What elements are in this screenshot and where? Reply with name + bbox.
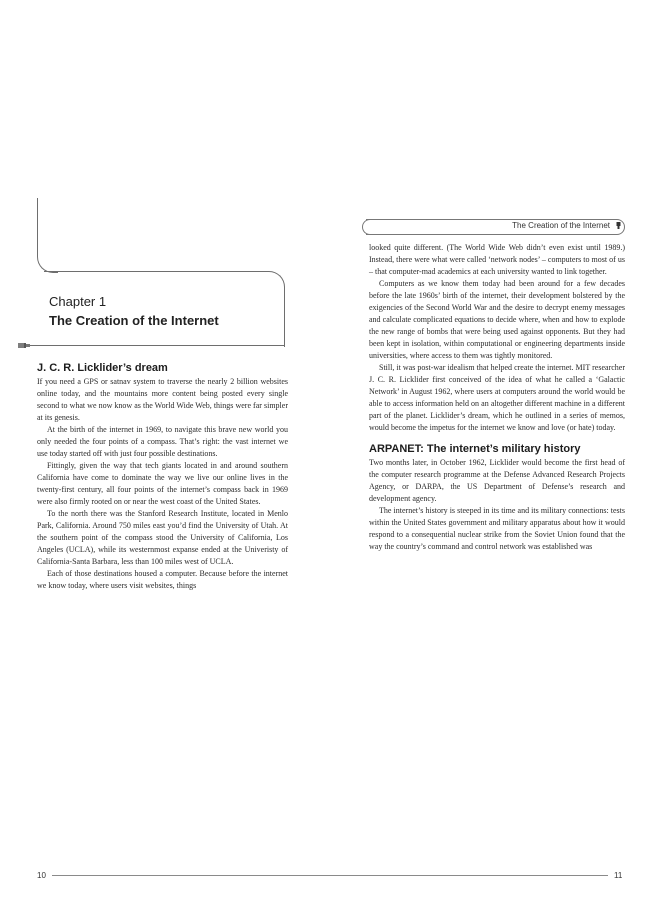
paragraph: At the birth of the internet in 1969, to navigate this brave new world you only needed the four points of a compass. That’s right: the vast internet we use today started off with just four possible destinations. [37, 425, 288, 458]
page-number-right: 11 [614, 871, 623, 880]
paragraph: To the north there was the Stanford Research Institute, located in Menlo Park, California. Around 750 miles east you’d find the University of Utah. At the southern point of the compass stood the University of California, Los Angeles (UCLA), while its westernmost expanse ended at the Univeristy of California-Santa Barbara, less than 100 miles west of UCLA. [37, 509, 288, 566]
paragraph: If you need a GPS or satnav system to traverse the nearly 2 billion websites online today, and the mountains more content being posted every single second to what we now know as the World Wide Web, things were far simpler at its genesis. [37, 377, 288, 422]
paragraph: looked quite different. (The World Wide Web didn’t even exist until 1989.) Instead, there were what were called ‘network nodes’ – computers to most of us – that computer-mad academics at each university wanted to link together. [369, 243, 625, 276]
left-page-body [37, 361, 288, 592]
chapter-cable-line [37, 198, 58, 273]
chapter-title: The Creation of the Internet [49, 313, 219, 328]
paragraph: The internet’s history is steeped in its time and its military connections: tests within the United States government and military apparatus about how it would respond to a consequential nuclear strike from the Soviet Union found that the way the country’s command and control network was established was [369, 506, 625, 551]
chapter-rule [18, 345, 284, 346]
paragraph: Computers as we know them today had been around for a few decades before the late 1960s’ birth of the internet, their development bolstered by the exigencies of the Second World War and the desire to decrypt enemy messages and calculate complicated equations to decide where, when and how to explode the new range of bombs that were being used against opponents. But they had been kept in isolation, within computational or engineering departments inside universities, where access to them was tightly monitored. [369, 279, 625, 360]
paragraph: Two months later, in October 1962, Licklider would become the first head of the computer research programme at the Defense Advanced Research Projects Agency, or DARPA, the US Department of Defense’s research and development agency. [369, 458, 625, 503]
chapter-frame [44, 271, 285, 347]
usb-plug-icon [616, 222, 621, 229]
section-heading: J. C. R. Licklider’s dream [37, 362, 168, 374]
section-heading: ARPANET: The internet’s military history [369, 443, 581, 455]
paragraph: Fittingly, given the way that tech giants located in and around southern California have come to dominate the way we live our online lives in the twenty-first century, all four points of the internet’s compass back in 1969 were also firmly rooted on or near the west coast of the United States. [37, 461, 288, 506]
paragraph: Each of those destinations housed a computer. Because before the internet we know today, where users visit websites, things [37, 569, 288, 590]
right-page-body [369, 242, 625, 553]
plug-icon [18, 341, 30, 350]
paragraph: Still, it was post-war idealism that helped create the internet. MIT researcher J. C. R. Licklider first conceived of the idea of what he called a ‘Galactic Network’ in August 1962, where users at computers around the world would be able to access information held on an altogether different machine in a different part of the planet. Licklider’s dream, which he outlined in a series of memos, would become the impetus for the internet we know and love (or hate) today. [369, 363, 625, 432]
running-head: The Creation of the Internet [512, 221, 610, 230]
page-number-left: 10 [37, 871, 46, 880]
chapter-number: Chapter 1 [49, 294, 107, 309]
footer-rule [52, 875, 608, 876]
